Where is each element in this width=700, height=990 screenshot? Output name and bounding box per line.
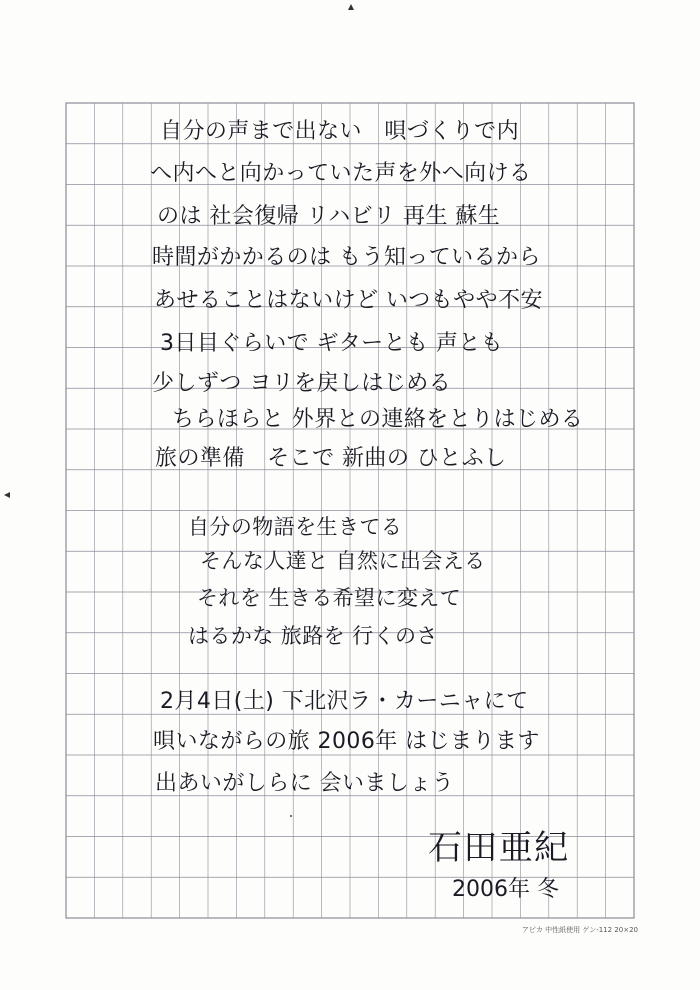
date-line: 2006年 冬	[452, 877, 559, 902]
poem-line-1: 自分の物語を生きてる	[188, 515, 403, 539]
top-registration-mark	[348, 4, 354, 10]
manuscript-line-8: ちらほらと 外界との連絡をとりはじめる	[172, 407, 584, 432]
manuscript-line-7: 少しずつ ヨリを戻しはじめる	[152, 371, 452, 396]
left-registration-mark	[4, 492, 10, 498]
poem-line-2: そんな人達と 自然に出会える	[200, 549, 486, 573]
poem-line-4: はるかな 旅路を 行くのさ	[188, 624, 438, 648]
manuscript-line-9: 旅の準備 そこで 新曲の ひとふし	[155, 446, 507, 471]
signature: 石田亜紀	[428, 828, 570, 868]
paper-footer-print: アピカ 中性紙使用 ゲン-112 20×20	[521, 926, 638, 934]
manuscript-line-5: あせることはないけど いつもやや不安	[154, 288, 543, 313]
manuscript-line-1: 自分の声まで出ない 唄づくりで内	[160, 119, 520, 144]
manuscript-line-3: のは 社会復帰 リハビリ 再生 蘇生	[157, 204, 501, 229]
announcement-line-1: 2月4日(土) 下北沢ラ・カーニャにて	[160, 689, 529, 714]
manuscript-line-2: へ内へと向かっていた声を外へ向ける	[150, 161, 532, 186]
manuscript-line-6: 3日目ぐらいで ギターとも 声とも	[160, 331, 504, 356]
stray-dot	[290, 815, 292, 817]
poem-line-3: それを 生きる希望に変えて	[197, 586, 462, 610]
announcement-line-2: 唄いながらの旅 2006年 はじまります	[153, 729, 540, 754]
manuscript-line-4: 時間がかかるのは もう知っているから	[152, 245, 541, 270]
announcement-line-3: 出あいがしらに 会いましょう	[155, 771, 455, 796]
